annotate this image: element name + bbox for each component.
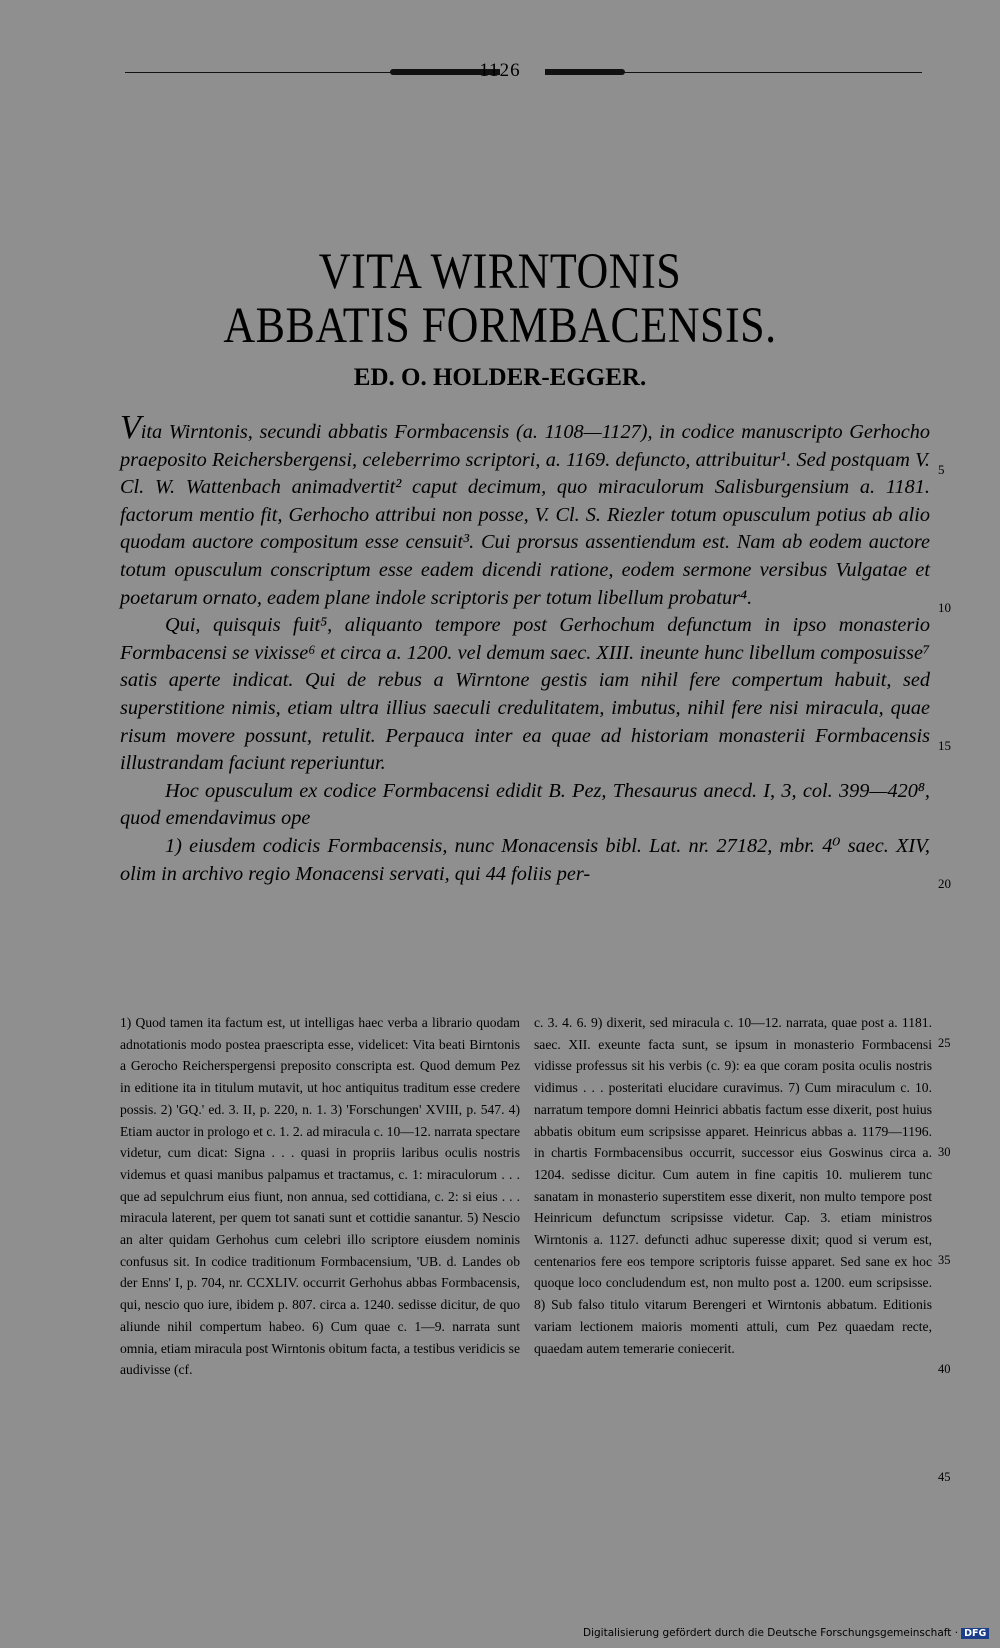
footer-text: Digitalisierung gefördert durch die Deutsche Forschungsgemeinschaft · <box>583 1627 959 1639</box>
note-line-number-25: 25 <box>938 1036 951 1050</box>
main-paragraph-3: Hoc opusculum ex codice Formbacensi edidit B. Pez, Thesaurus anecd. I, 3, col. 399—420⁸, quod emendavimus ope <box>120 779 930 830</box>
note-line-number-45: 45 <box>938 1470 951 1484</box>
editor-line: ED. O. HOLDER-EGGER. <box>353 364 647 391</box>
title-line-2: ABBATIS FORMBACENSIS. <box>223 297 777 354</box>
main-paragraph-4: 1) eiusdem codicis Formbacensis, nunc Monacensis bibl. Lat. nr. 27182, mbr. 4⁰ saec. XIV, olim in archivo regio Monacensi servati, qui 44 foliis per- <box>120 834 930 885</box>
note-line-number-40: 40 <box>938 1362 951 1376</box>
header-rule-right <box>550 72 922 73</box>
note-line-number-35: 35 <box>938 1253 951 1267</box>
main-paragraph-1-text: ita Wirntonis, secundi abbatis Formbacensis (a. 1108—1127), in codice manuscripto Gerhocho praeposito Reichersbergensi, celeberrimo scriptori, a. 1169. defuncto, attribuitur¹. Sed postquam V. Cl. W. Wattenbach animadvertit² caput decimum, quo miraculorum Salisburgensium a. 1181. factorum mentio fit, Gerhocho attribui non posse, V. Cl. S. Riezler totum opusculum potius ab alio quodam auctore compositum esse censuit³. Cui prorsus assentiendum est. Nam ab eodem auctore totum opusculum conscriptum esse eadem dicendi ratione, eodem sermone versibus Vulgatae et poetarum ornato, eadem plane indole scriptoris per totum libellum probatur⁴. <box>120 421 930 609</box>
digitization-credit <box>583 1627 989 1639</box>
line-number-15: 15 <box>938 738 951 753</box>
main-text <box>120 409 930 888</box>
main-paragraph-1 <box>120 409 930 612</box>
dfg-logo[interactable]: DFG <box>961 1628 989 1639</box>
title-line-1: VITA WIRNTONIS <box>318 243 682 300</box>
page-number: 1126 <box>479 60 521 81</box>
line-number-5: 5 <box>938 462 945 477</box>
drop-cap: V <box>120 409 141 446</box>
line-number-10: 10 <box>938 600 951 615</box>
line-number-20: 20 <box>938 876 951 891</box>
footnotes-left-column: 1) Quod tamen ita factum est, ut intelligas haec verba a librario quodam adnotationis modo postea praescripta esse, videlicet: Vita beati Birntonis a Gerocho Reicherspergensi preposito conscripta est. Quod demum Pez in editione ita in titulum mutavit, ut hoc antiquitus traditum esse credere possis. 2) 'GQ.' ed. 3. II, p. 220, n. 1. 3) 'Forschungen' XVIII, p. 547. 4) Etiam auctor in prologo et c. 1. 2. ad miracula c. 10—12. narrata spectare videtur, cum dicat: Signa . . . quasi in propriis laribus oculis nostris videmus et quasi manibus palpamus et tractamus, c. 1: miraculorum . . . que ad sepulchrum eius fiunt, non annua, sed cottidiana, c. 2: si eius . . . miracula laterent, per quem tot sanati sunt et cottidie sanantur. 5) Nescio an alter quidam Gerhohus cum celebri illo scriptore eiusdem nominis confusus sit. In codice traditionum Formbacensium, 'UB. d. Landes ob der Enns' I, p. 704, nr. CCXLIV. occurrit Gerhohus abbas Formbacensis, qui, nescio quo iure, ibidem p. 807. circa a. 1240. sedisse dicitur, de quo aliunde nihil compertum habeo. 6) Cum quae c. 1—9. narrata sunt omnia, etiam miracula post Wirntonis obitum facta, a testibus veridicis se audivisse (cf. <box>120 1015 520 1378</box>
footnotes-right-column: c. 3. 4. 6. 9) dixerit, sed miracula c. 10—12. narrata, quae post a. 1181. saec. XII. exeunte facta sunt, se ipsum in monasterio Formbacensi vidisse professus sit his verbis (c. 9): ea que coram posita oculis nostris vidimus . . . posteritati elucidare curavimus. 7) Cum miraculum c. 10. narratum tempore domni Heinrici abbatis factum esse dixerit, post huius abbatis obitum eum scripsisse apparet. Heinricus abbas a. 1179—1196. in chartis Formbacensibus occurrit, successor eius Goswinus circa a. 1204. sedisse dicitur. Cum autem in fine capitis 10. mulierem tunc sanatam in monasterio superstitem esse dixerit, non multo tempore post Heinricum defunctum scripsisse videtur. Cap. 3. etiam ministros Wirntonis a. 1127. defuncti adhuc superesse dixit; quod si verum est, centenarios fere eos tempore scriptoris fuisse apparet. Sed sane ex hoc quoque loco concludendum est, non multo post a. 1200. eum scripsisse. 8) Sub falso titulo vitarum Berengeri et Wirntonis abbatum. Editionis variam lectionem maioris momenti attuli, cum Pez quaedam recte, quaedam autem temerarie coniecerit. <box>534 1015 932 1356</box>
note-line-number-30: 30 <box>938 1145 951 1159</box>
main-paragraph-2: Qui, quisquis fuit⁵, aliquanto tempore post Gerhochum defunctum in ipso monasterio Formbacensi se vixisse⁶ et circa a. 1200. vel demum saec. XIII. ineunte hunc libellum composuisse⁷ satis aperte indicat. Qui de rebus a Wirntone gestis iam nihil fere compertum habuit, sed superstitione nimis, etiam ultra illius saeculi credulitatem, imbutus, nihil fere nisi miracula, quae risum movere possunt, retulit. Perpauca inter ea quae ad historiam monasterii Formbacensis illustrandam faciunt reperiuntur. <box>120 614 930 775</box>
